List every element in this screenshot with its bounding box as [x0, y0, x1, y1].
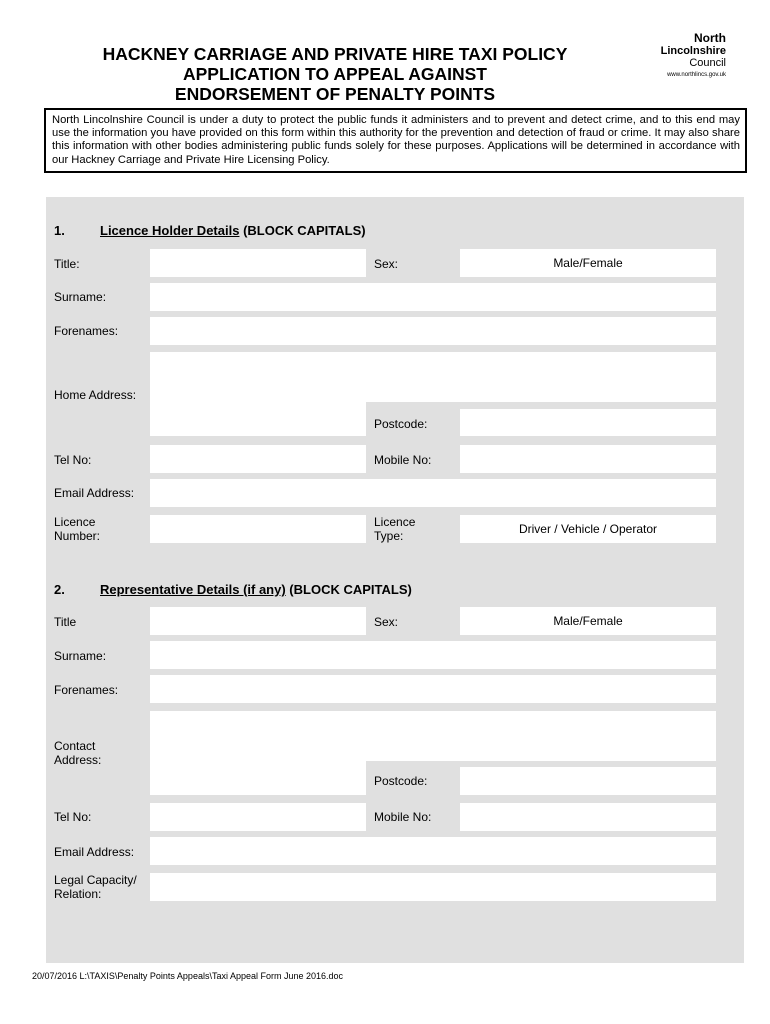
footer-path: 20/07/2016 L:\TAXIS\Penalty Points Appeals\Taxi Appeal Form June 2016.doc: [32, 971, 344, 981]
rep-postcode-field[interactable]: [460, 767, 716, 795]
home-address-field-line-2[interactable]: [150, 402, 366, 436]
rep-sex-label: Sex:: [374, 615, 399, 629]
sex-field[interactable]: Male/Female: [460, 249, 716, 277]
licence-number-label: Licence Number:: [54, 515, 101, 543]
privacy-notice: North Lincolnshire Council is under a duty to protect the public funds it administers and to prevent and detect crime, and to this end may use the information you have provided on this form within this authority for the prevention and detection of fraud or crime. It may also share this information with other bodies administering public funds solely for these purposes. Applications will be determined in accordance with our Hackney Carriage and Private Hire Licensing Policy.: [44, 108, 747, 173]
mobile-label: Mobile No:: [374, 453, 432, 467]
licence-type-label: Licence Type:: [374, 515, 416, 543]
contact-address-field[interactable]: [150, 711, 716, 761]
rep-surname-label: Surname:: [54, 649, 107, 663]
rep-tel-label: Tel No:: [54, 810, 92, 824]
rep-email-label: Email Address:: [54, 845, 135, 859]
home-address-field[interactable]: [150, 352, 716, 402]
forenames-field[interactable]: [150, 317, 716, 345]
section-2-heading: [54, 582, 412, 597]
title-field[interactable]: [150, 249, 366, 277]
title-line-2: APPLICATION TO APPEAL AGAINST: [182, 64, 487, 84]
rep-sex-field[interactable]: Male/Female: [460, 607, 716, 635]
section-1-suffix: (BLOCK CAPITALS): [239, 223, 366, 238]
title-label: Title:: [54, 257, 80, 271]
section-1-heading: [54, 223, 366, 238]
rep-tel-field[interactable]: [150, 803, 366, 831]
surname-field[interactable]: [150, 283, 716, 311]
section-2-suffix: (BLOCK CAPITALS): [285, 582, 412, 597]
home-address-label: Home Address:: [54, 388, 137, 402]
mobile-field[interactable]: [460, 445, 716, 473]
rep-surname-field[interactable]: [150, 641, 716, 669]
council-logo: [661, 32, 726, 81]
form-title: [40, 44, 630, 104]
logo-url: www.northlincs.gov.uk: [667, 72, 726, 78]
title-line-1: HACKNEY CARRIAGE AND PRIVATE HIRE TAXI POLICY: [102, 44, 568, 64]
rep-mobile-label: Mobile No:: [374, 810, 432, 824]
section-1-number: 1.: [54, 223, 65, 238]
legal-capacity-label: Legal Capacity/ Relation:: [54, 873, 137, 901]
logo-line-2: Lincolnshire: [660, 45, 726, 57]
section-2-number: 2.: [54, 582, 65, 597]
rep-mobile-field[interactable]: [460, 803, 716, 831]
legal-capacity-field[interactable]: [150, 873, 716, 901]
rep-postcode-label: Postcode:: [374, 774, 428, 788]
email-field[interactable]: [150, 479, 716, 507]
logo-line-1: North: [694, 31, 726, 45]
sex-label: Sex:: [374, 257, 399, 271]
rep-forenames-label: Forenames:: [54, 683, 119, 697]
contact-address-field-line-2[interactable]: [150, 761, 366, 795]
forenames-label: Forenames:: [54, 324, 119, 338]
surname-label: Surname:: [54, 290, 107, 304]
tel-field[interactable]: [150, 445, 366, 473]
postcode-label: Postcode:: [374, 417, 428, 431]
rep-email-field[interactable]: [150, 837, 716, 865]
rep-title-field[interactable]: [150, 607, 366, 635]
email-label: Email Address:: [54, 486, 135, 500]
section-2-title: Representative Details (if any): [100, 582, 286, 597]
rep-title-label: Title: [54, 615, 77, 629]
licence-type-field[interactable]: Driver / Vehicle / Operator: [460, 515, 716, 543]
title-line-3: ENDORSEMENT OF PENALTY POINTS: [174, 84, 496, 104]
logo-line-3: Council: [689, 57, 726, 69]
postcode-field[interactable]: [460, 409, 716, 436]
tel-label: Tel No:: [54, 453, 92, 467]
section-1-title: Licence Holder Details: [100, 223, 240, 238]
rep-forenames-field[interactable]: [150, 675, 716, 703]
licence-number-field[interactable]: [150, 515, 366, 543]
contact-address-label: Contact Address:: [54, 739, 102, 767]
